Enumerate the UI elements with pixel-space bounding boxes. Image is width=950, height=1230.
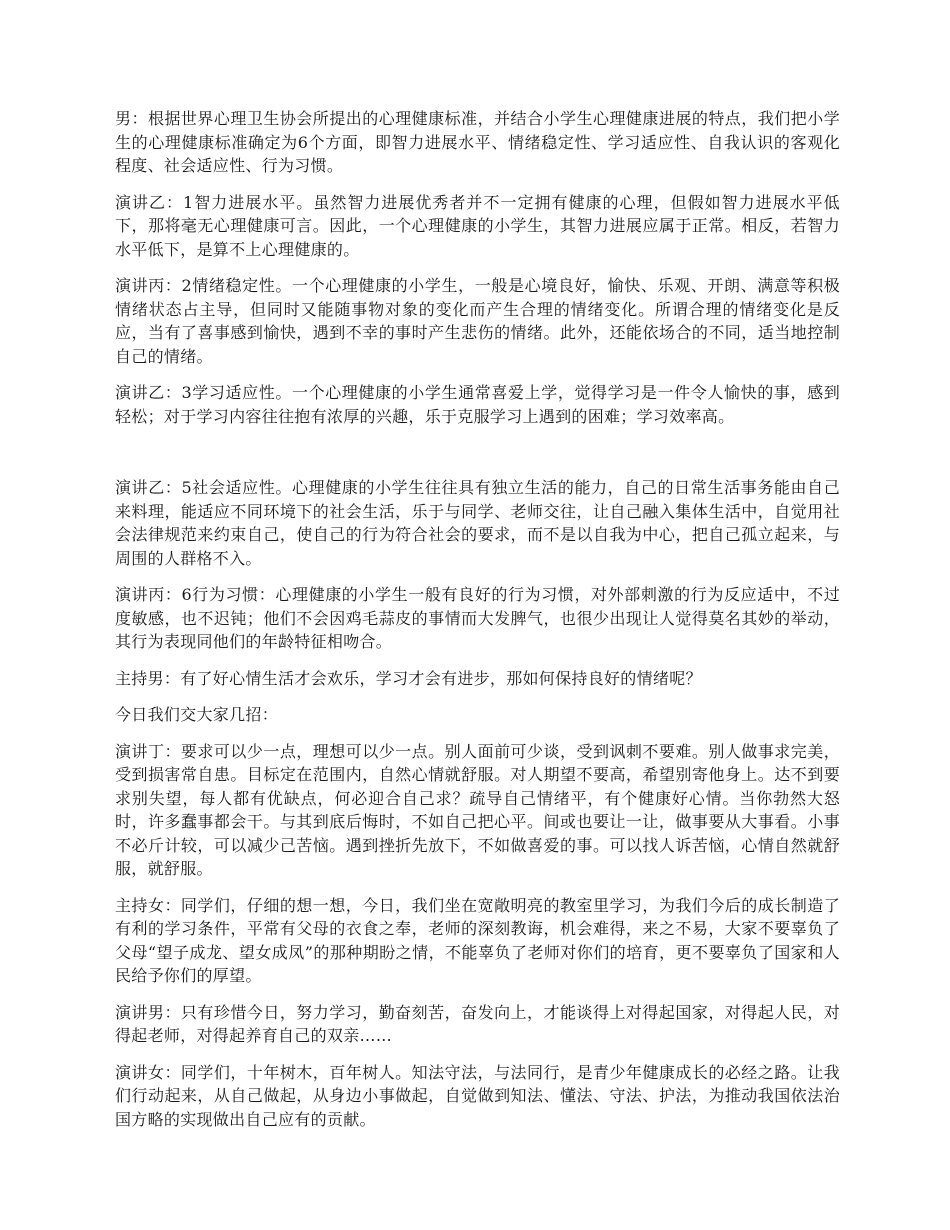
paragraph-host-female: 主持女：同学们，仔细的想一想，今日，我们坐在宽敞明亮的教室里学习，为我们今后的成长制造了有利的学习条件，平常有父母的衣食之奉，老师的深刻教诲，机会难得，来之不易，大家不要辜负了父母“望子成龙、望女成凤”的那种期盼之情，不能辜负了老师对你们的培育，更不要辜负了国家和人民给予你们的厚望。: [115, 895, 840, 985]
paragraph-tips-intro: 今日我们交大家几招：: [115, 705, 279, 724]
paragraph-intelligence: 演讲乙：1智力进展水平。虽然智力进展优秀者并不一定拥有健康的心理，但假如智力进展水平低下，那将毫无心理健康可言。因此，一个心理健康的小学生，其智力进展应属于正常。相反，若智力水平低下，是算不上心理健康的。: [115, 192, 840, 259]
paragraph-standards-intro: 男：根据世界心理卫生协会所提出的心理健康标准，并结合小学生心理健康进展的特点，我们把小学生的心理健康标准确定为6个方面，即智力进展水平、情绪稳定性、学习适应性、自我认识的客观化程度、社会适应性、行为习惯。: [115, 109, 840, 175]
paragraph-behavior-habits: 演讲丙：6行为习惯：心理健康的小学生一般有良好的行为习惯，对外部刺激的行为反应适中，不过度敏感，也不迟钝；他们不会因鸡毛蒜皮的事情而大发脾气，也很少出现让人觉得莫名其妙的举动，其行为表现同他们的年龄特征相吻合。: [115, 585, 840, 651]
document-page: [115, 107, 840, 1144]
paragraph-speaker-female: 演讲女：同学们，十年树木，百年树人。知法守法，与法同行，是青少年健康成长的必经之路。让我们行动起来，从自己做起，从身边小事做起，自觉做到知法、懂法、守法、护法，为推动我国依法治国方略的实现做出自己应有的贡献。: [115, 1062, 840, 1129]
paragraph-learning-adaptability: 演讲乙：3学习适应性。一个心理健康的小学生通常喜爱上学，觉得学习是一件令人愉快的事，感到轻松；对于学习内容往往抱有浓厚的兴趣，乐于克服学习上遇到的困难；学习效率高。: [115, 383, 840, 426]
paragraph-host-question: 主持男：有了好心情生活才会欢乐，学习才会有进步，那如何保持良好的情绪呢？: [115, 668, 702, 688]
paragraph-emotional-stability: 演讲丙：2情绪稳定性。一个心理健康的小学生，一般是心境良好，愉快、乐观、开朗、满意等积极情绪状态占主导，但同时又能随事物对象的变化而产生合理的情绪变化。所谓合理的情绪变化是反应，当有了喜事感到愉快，遇到不幸的事时产生悲伤的情绪。此外，还能依场合的不同，适当地控制自己的情绪。: [115, 276, 840, 366]
paragraph-speaker-male: 演讲男：只有珍惜今日，努力学习，勤奋刻苦，奋发向上，才能谈得上对得起国家，对得起人民，对得起老师，对得起养育自己的双亲……: [115, 1002, 840, 1045]
paragraph-social-adaptability: 演讲乙：5社会适应性。心理健康的小学生往往具有独立生活的能力，自己的日常生活事务能由自己来料理，能适应不同环境下的社会生活，乐于与同学、老师交往，让自己融入集体生活中，自觉用社会法律规范来约束自己，使自己的行为符合社会的要求，而不是以自我为中心，把自己孤立起来，与周围的人群格不入。: [115, 478, 840, 568]
paragraph-tips: 演讲丁：要求可以少一点，理想可以少一点。别人面前可少谈，受到讽刺不要难。别人做事求完美，受到损害常自患。目标定在范围内，自然心情就舒服。对人期望不要高，希望别寄他身上。达不到要求别失望，每人都有优缺点，何必迎合自己求？疏导自己情绪平，有个健康好心情。当你勃然大怒时，许多蠢事都会干。与其到底后悔时，不如自己把心平。间或也要让一让，做事要从大事看。小事不必斤计较，可以减少己苦恼。遇到挫折先放下，不如做喜爱的事。可以找人诉苦恼，心情自然就舒服，就舒服。: [115, 741, 840, 878]
